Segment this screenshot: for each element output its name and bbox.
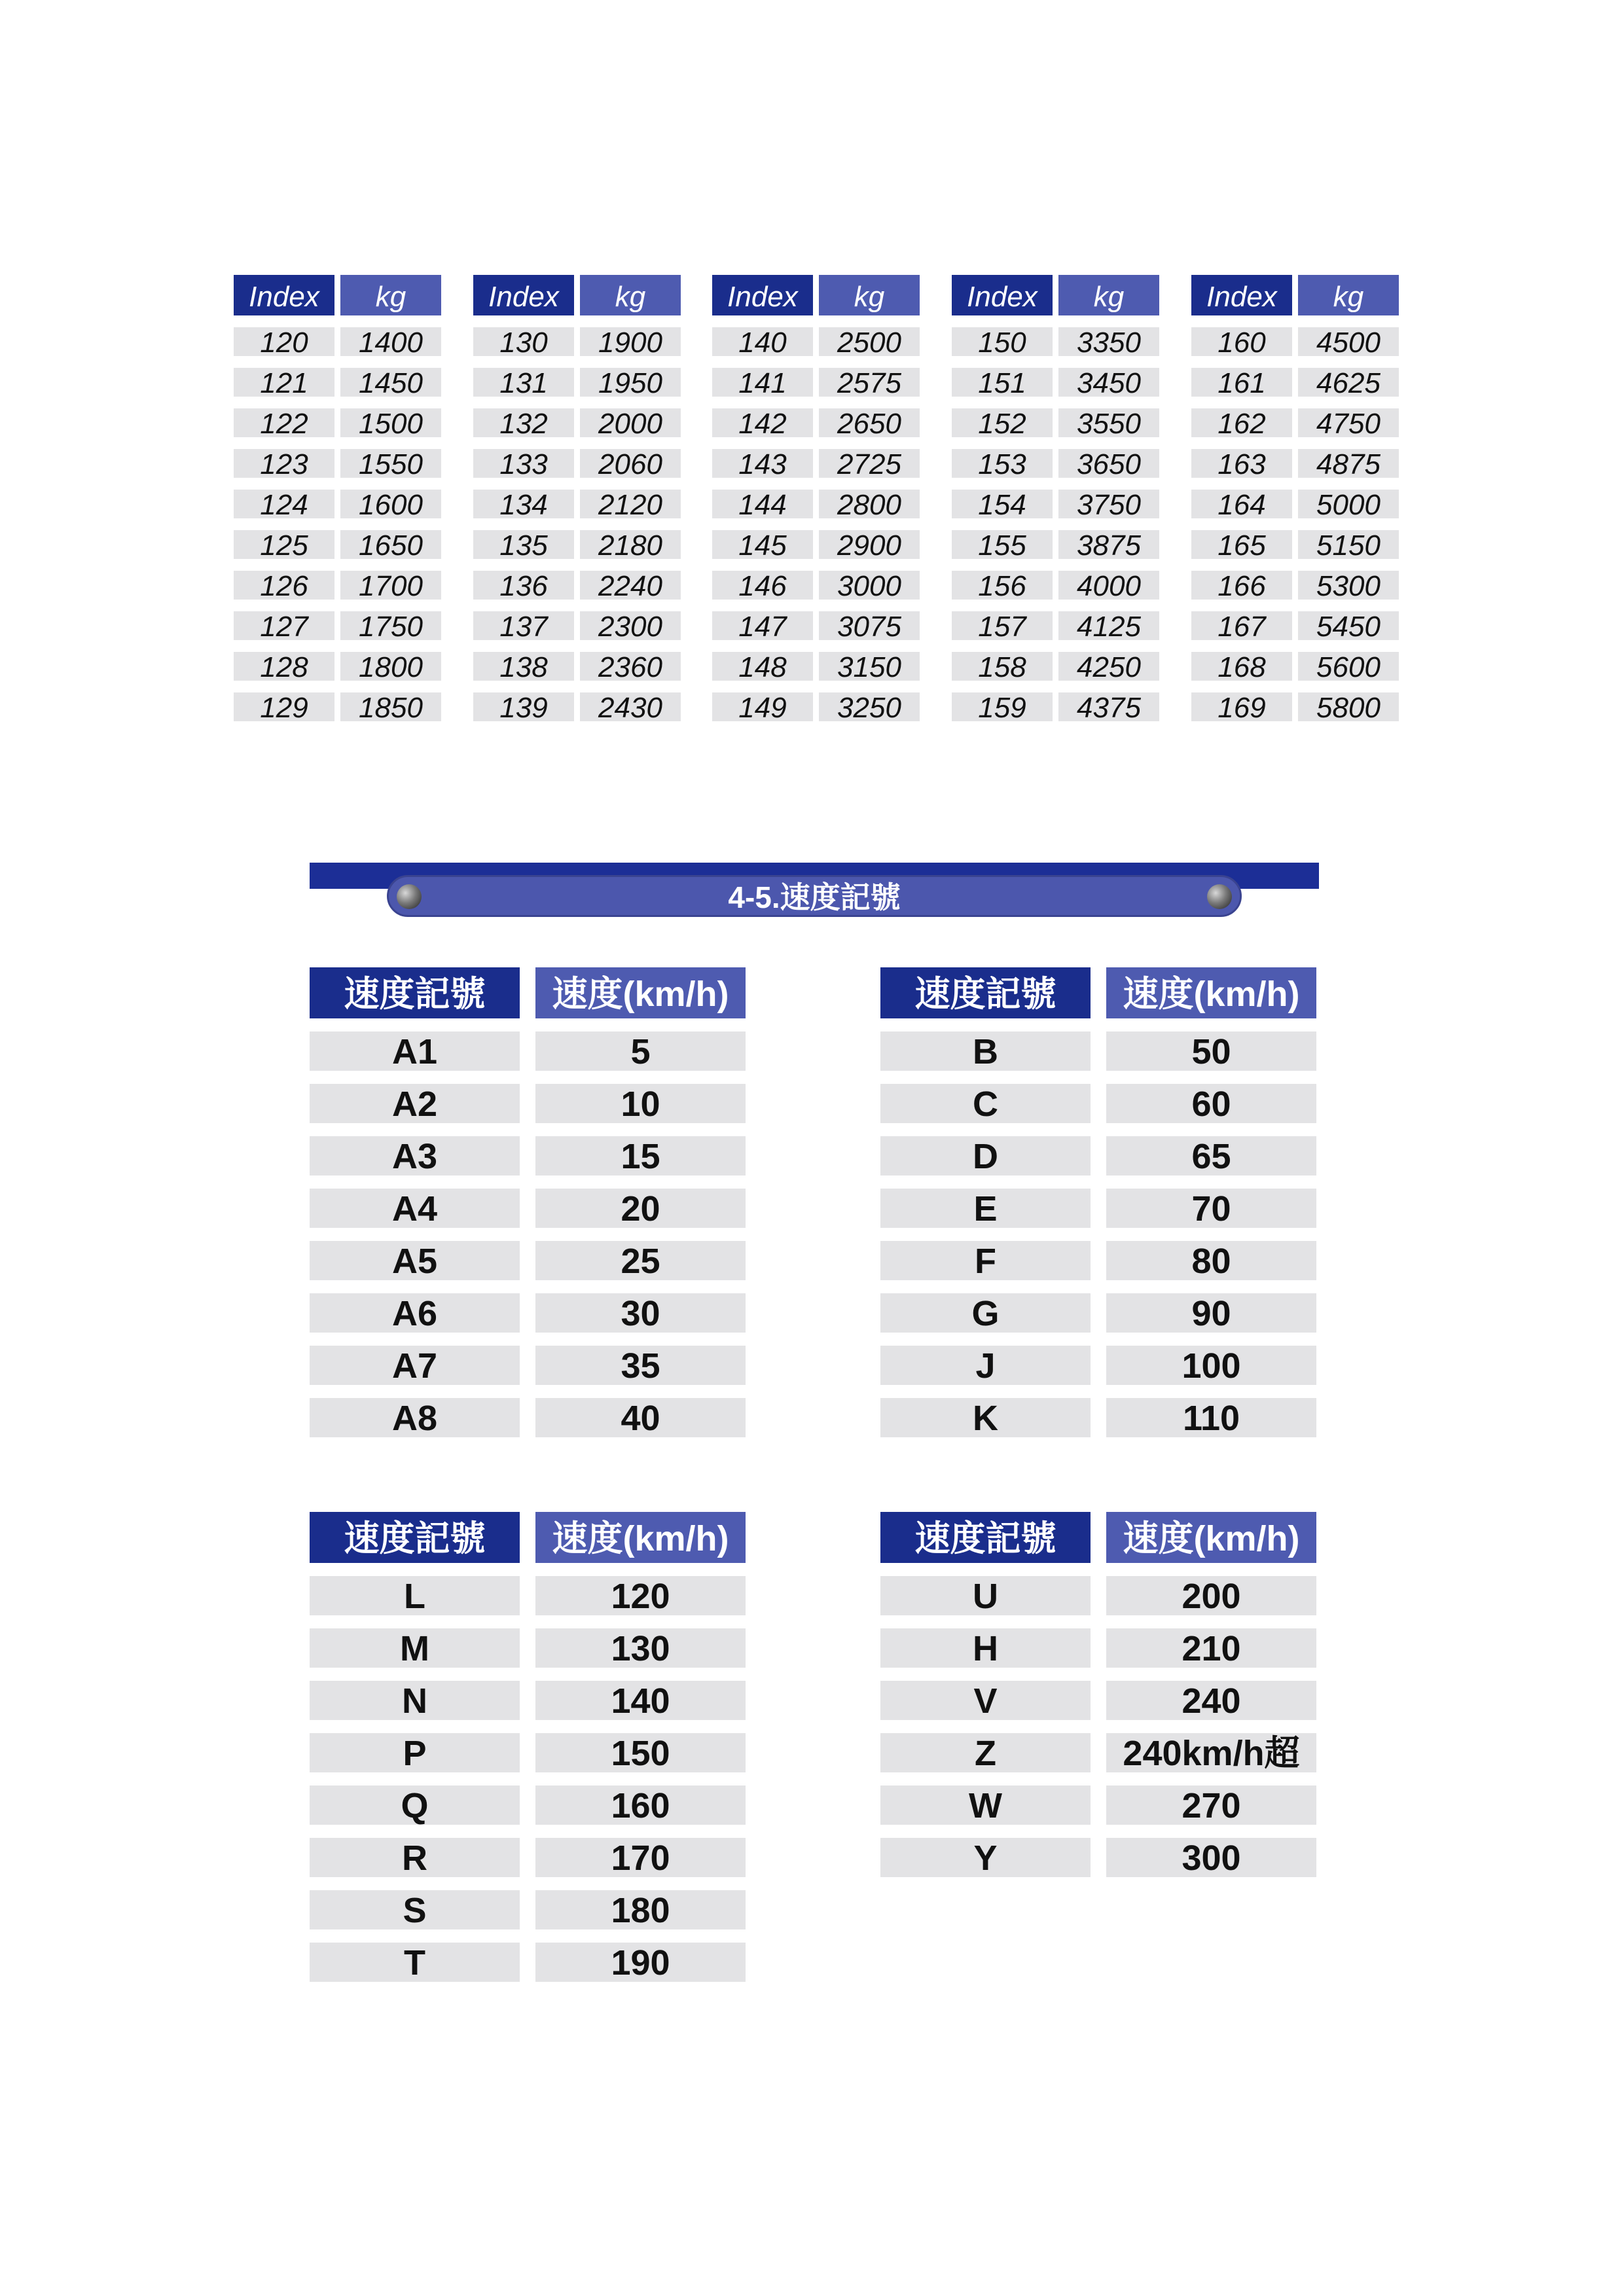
index-value: 158 [952,652,1053,681]
table-row [880,1293,1316,1333]
table-row [310,1733,746,1772]
index-value: 151 [952,368,1053,397]
load-index-table-1 [234,275,441,721]
kg-value: 3550 [1058,408,1159,437]
table-row [952,449,1159,478]
kg-value: 1900 [580,327,681,356]
table-header [473,275,681,315]
index-value: 127 [234,611,334,640]
kg-value: 1850 [340,692,441,721]
table-row [952,571,1159,600]
speed-value: 240km/h超 [1106,1733,1316,1772]
table-body [310,1031,746,1437]
kg-value: 1550 [340,449,441,478]
index-value: 163 [1191,449,1292,478]
table-row [310,1398,746,1437]
speed-symbol: A8 [310,1398,520,1437]
kg-value: 5800 [1298,692,1399,721]
table-row [880,1576,1316,1615]
speed-symbol: F [880,1241,1091,1280]
index-value: 132 [473,408,574,437]
index-value: 169 [1191,692,1292,721]
table-row [473,652,681,681]
speed-value: 160 [535,1785,746,1825]
table-row [310,1136,746,1175]
speed-symbol: K [880,1398,1091,1437]
table-row [1191,611,1399,640]
index-value: 161 [1191,368,1292,397]
table-row [310,1890,746,1929]
speed-symbol: A6 [310,1293,520,1333]
kg-value: 2575 [819,368,920,397]
kg-value: 1800 [340,652,441,681]
speed-value: 170 [535,1838,746,1877]
speed-symbol: A2 [310,1084,520,1123]
kg-value: 4625 [1298,368,1399,397]
kg-value: 1500 [340,408,441,437]
header-kg: kg [819,275,920,315]
table-body [952,327,1159,721]
index-value: 140 [712,327,813,356]
speed-symbol: A3 [310,1136,520,1175]
table-row [310,1785,746,1825]
table-header [880,967,1316,1018]
header-speed-kmh: 速度(km/h) [1106,1512,1316,1563]
kg-value: 2060 [580,449,681,478]
speed-value: 70 [1106,1189,1316,1228]
kg-value: 2650 [819,408,920,437]
speed-symbol-table-3 [310,1512,746,1982]
table-row [234,449,441,478]
index-value: 131 [473,368,574,397]
index-value: 138 [473,652,574,681]
kg-value: 3250 [819,692,920,721]
index-value: 134 [473,490,574,518]
index-value: 160 [1191,327,1292,356]
table-row [473,571,681,600]
index-value: 168 [1191,652,1292,681]
speed-symbol: S [310,1890,520,1929]
index-value: 139 [473,692,574,721]
table-header [234,275,441,315]
speed-value: 270 [1106,1785,1316,1825]
table-row [1191,449,1399,478]
speed-symbol: T [310,1943,520,1982]
index-value: 136 [473,571,574,600]
kg-value: 4875 [1298,449,1399,478]
table-body [234,327,441,721]
index-value: 152 [952,408,1053,437]
header-index: Index [712,275,813,315]
table-row [952,408,1159,437]
table-row [1191,652,1399,681]
index-value: 121 [234,368,334,397]
index-value: 120 [234,327,334,356]
table-row [234,530,441,559]
table-body [310,1576,746,1982]
speed-value: 180 [535,1890,746,1929]
kg-value: 3075 [819,611,920,640]
table-row [473,368,681,397]
speed-value: 120 [535,1576,746,1615]
index-value: 124 [234,490,334,518]
table-body [473,327,681,721]
speed-symbol: B [880,1031,1091,1071]
kg-value: 5450 [1298,611,1399,640]
speed-symbol: A4 [310,1189,520,1228]
kg-value: 3350 [1058,327,1159,356]
header-kg: kg [580,275,681,315]
header-speed-symbol: 速度記號 [310,967,520,1018]
speed-value: 130 [535,1628,746,1668]
table-row [952,611,1159,640]
table-row [473,490,681,518]
speed-symbol: A1 [310,1031,520,1071]
index-value: 154 [952,490,1053,518]
speed-symbol: N [310,1681,520,1720]
table-row [880,1136,1316,1175]
speed-value: 140 [535,1681,746,1720]
table-row [952,327,1159,356]
header-kg: kg [1298,275,1399,315]
index-value: 129 [234,692,334,721]
speed-symbol: D [880,1136,1091,1175]
table-row [310,1943,746,1982]
speed-value: 35 [535,1346,746,1385]
table-row [310,1189,746,1228]
index-value: 144 [712,490,813,518]
speed-symbol: Y [880,1838,1091,1877]
table-row [234,368,441,397]
kg-value: 2430 [580,692,681,721]
speed-symbol-table-1 [310,967,746,1437]
speed-value: 90 [1106,1293,1316,1333]
table-row [234,652,441,681]
header-speed-kmh: 速度(km/h) [535,1512,746,1563]
kg-value: 3750 [1058,490,1159,518]
header-kg: kg [340,275,441,315]
table-body [880,1576,1316,1877]
table-header [952,275,1159,315]
speed-value: 210 [1106,1628,1316,1668]
kg-value: 2500 [819,327,920,356]
kg-value: 3875 [1058,530,1159,559]
speed-value: 200 [1106,1576,1316,1615]
table-header [712,275,920,315]
index-value: 162 [1191,408,1292,437]
table-row [310,1576,746,1615]
table-row [880,1241,1316,1280]
table-row [234,571,441,600]
speed-symbol: R [310,1838,520,1877]
table-row [712,611,920,640]
rivet-icon [1207,884,1232,909]
table-row [234,611,441,640]
index-value: 167 [1191,611,1292,640]
speed-value: 60 [1106,1084,1316,1123]
kg-value: 1650 [340,530,441,559]
speed-symbol: W [880,1785,1091,1825]
index-value: 122 [234,408,334,437]
table-row [952,692,1159,721]
header-speed-kmh: 速度(km/h) [535,967,746,1018]
table-row [952,652,1159,681]
index-value: 145 [712,530,813,559]
kg-value: 5150 [1298,530,1399,559]
speed-symbol: A5 [310,1241,520,1280]
table-header [880,1512,1316,1563]
table-body [1191,327,1399,721]
table-row [880,1785,1316,1825]
table-row [310,1031,746,1071]
speed-symbol: V [880,1681,1091,1720]
load-index-table-2 [473,275,681,721]
index-value: 165 [1191,530,1292,559]
index-value: 141 [712,368,813,397]
kg-value: 2800 [819,490,920,518]
table-row [310,1084,746,1123]
speed-symbol: L [310,1576,520,1615]
table-row [1191,327,1399,356]
speed-symbol: H [880,1628,1091,1668]
table-row [880,1346,1316,1385]
section-title: 4-5.速度記號 [728,880,901,914]
kg-value: 3650 [1058,449,1159,478]
index-value: 135 [473,530,574,559]
header-speed-symbol: 速度記號 [880,1512,1091,1563]
speed-value: 110 [1106,1398,1316,1437]
index-value: 150 [952,327,1053,356]
table-row [1191,408,1399,437]
table-row [880,1733,1316,1772]
kg-value: 3000 [819,571,920,600]
index-value: 166 [1191,571,1292,600]
index-value: 149 [712,692,813,721]
table-row [880,1838,1316,1877]
index-value: 126 [234,571,334,600]
header-speed-kmh: 速度(km/h) [1106,967,1316,1018]
kg-value: 1750 [340,611,441,640]
header-index: Index [1191,275,1292,315]
index-value: 142 [712,408,813,437]
load-index-table-4 [952,275,1159,721]
speed-value: 65 [1106,1136,1316,1175]
table-row [1191,490,1399,518]
kg-value: 5300 [1298,571,1399,600]
kg-value: 2360 [580,652,681,681]
index-value: 159 [952,692,1053,721]
table-row [712,327,920,356]
speed-value: 30 [535,1293,746,1333]
index-value: 125 [234,530,334,559]
table-row [952,530,1159,559]
table-header [1191,275,1399,315]
kg-value: 5600 [1298,652,1399,681]
speed-value: 190 [535,1943,746,1982]
speed-value: 240 [1106,1681,1316,1720]
kg-value: 2180 [580,530,681,559]
kg-value: 4375 [1058,692,1159,721]
index-value: 130 [473,327,574,356]
table-row [473,408,681,437]
speed-symbol: Q [310,1785,520,1825]
table-row [310,1346,746,1385]
table-row [952,368,1159,397]
kg-value: 1400 [340,327,441,356]
kg-value: 2900 [819,530,920,559]
header-index: Index [473,275,574,315]
load-index-table-3 [712,275,920,721]
speed-symbol-table-4 [880,1512,1316,1877]
table-row [712,449,920,478]
speed-symbol: A7 [310,1346,520,1385]
index-value: 143 [712,449,813,478]
kg-value: 1450 [340,368,441,397]
kg-value: 1950 [580,368,681,397]
table-row [473,692,681,721]
index-value: 155 [952,530,1053,559]
table-row [310,1293,746,1333]
header-index: Index [234,275,334,315]
table-row [880,1189,1316,1228]
kg-value: 2240 [580,571,681,600]
table-row [310,1628,746,1668]
speed-symbol: E [880,1189,1091,1228]
kg-value: 2000 [580,408,681,437]
kg-value: 4125 [1058,611,1159,640]
kg-value: 3150 [819,652,920,681]
table-row [1191,692,1399,721]
table-header [310,967,746,1018]
speed-symbol: M [310,1628,520,1668]
table-body [712,327,920,721]
kg-value: 1700 [340,571,441,600]
speed-symbol: C [880,1084,1091,1123]
table-row [1191,530,1399,559]
table-row [310,1241,746,1280]
table-row [712,571,920,600]
header-speed-symbol: 速度記號 [310,1512,520,1563]
speed-symbol: G [880,1293,1091,1333]
section-banner [387,875,1242,917]
speed-symbol: P [310,1733,520,1772]
table-row [1191,368,1399,397]
speed-value: 50 [1106,1031,1316,1071]
table-header [310,1512,746,1563]
index-value: 133 [473,449,574,478]
speed-value: 5 [535,1031,746,1071]
table-row [952,490,1159,518]
table-row [310,1838,746,1877]
table-row [880,1398,1316,1437]
kg-value: 2725 [819,449,920,478]
speed-symbol: U [880,1576,1091,1615]
speed-value: 40 [535,1398,746,1437]
kg-value: 1600 [340,490,441,518]
speed-value: 300 [1106,1838,1316,1877]
speed-value: 15 [535,1136,746,1175]
kg-value: 4000 [1058,571,1159,600]
speed-value: 25 [535,1241,746,1280]
index-value: 128 [234,652,334,681]
table-row [234,408,441,437]
table-row [473,530,681,559]
speed-symbol: Z [880,1733,1091,1772]
kg-value: 2300 [580,611,681,640]
speed-value: 20 [535,1189,746,1228]
header-index: Index [952,275,1053,315]
header-speed-symbol: 速度記號 [880,967,1091,1018]
table-row [880,1084,1316,1123]
table-row [880,1628,1316,1668]
kg-value: 4750 [1298,408,1399,437]
index-value: 153 [952,449,1053,478]
speed-value: 80 [1106,1241,1316,1280]
table-row [473,449,681,478]
index-value: 147 [712,611,813,640]
index-value: 156 [952,571,1053,600]
table-row [473,327,681,356]
speed-value: 10 [535,1084,746,1123]
speed-value: 100 [1106,1346,1316,1385]
table-row [712,530,920,559]
speed-symbol-table-2 [880,967,1316,1437]
index-value: 157 [952,611,1053,640]
load-index-table-5 [1191,275,1399,721]
kg-value: 4250 [1058,652,1159,681]
table-row [1191,571,1399,600]
table-row [712,408,920,437]
index-value: 146 [712,571,813,600]
index-value: 148 [712,652,813,681]
table-row [712,652,920,681]
speed-value: 150 [535,1733,746,1772]
header-kg: kg [1058,275,1159,315]
table-row [473,611,681,640]
index-value: 137 [473,611,574,640]
table-row [310,1681,746,1720]
table-row [712,368,920,397]
speed-symbol: J [880,1346,1091,1385]
index-value: 123 [234,449,334,478]
table-body [880,1031,1316,1437]
table-row [712,490,920,518]
table-row [234,692,441,721]
kg-value: 4500 [1298,327,1399,356]
kg-value: 5000 [1298,490,1399,518]
table-row [880,1031,1316,1071]
kg-value: 3450 [1058,368,1159,397]
table-row [234,490,441,518]
index-value: 164 [1191,490,1292,518]
kg-value: 2120 [580,490,681,518]
table-row [712,692,920,721]
table-row [234,327,441,356]
table-row [880,1681,1316,1720]
